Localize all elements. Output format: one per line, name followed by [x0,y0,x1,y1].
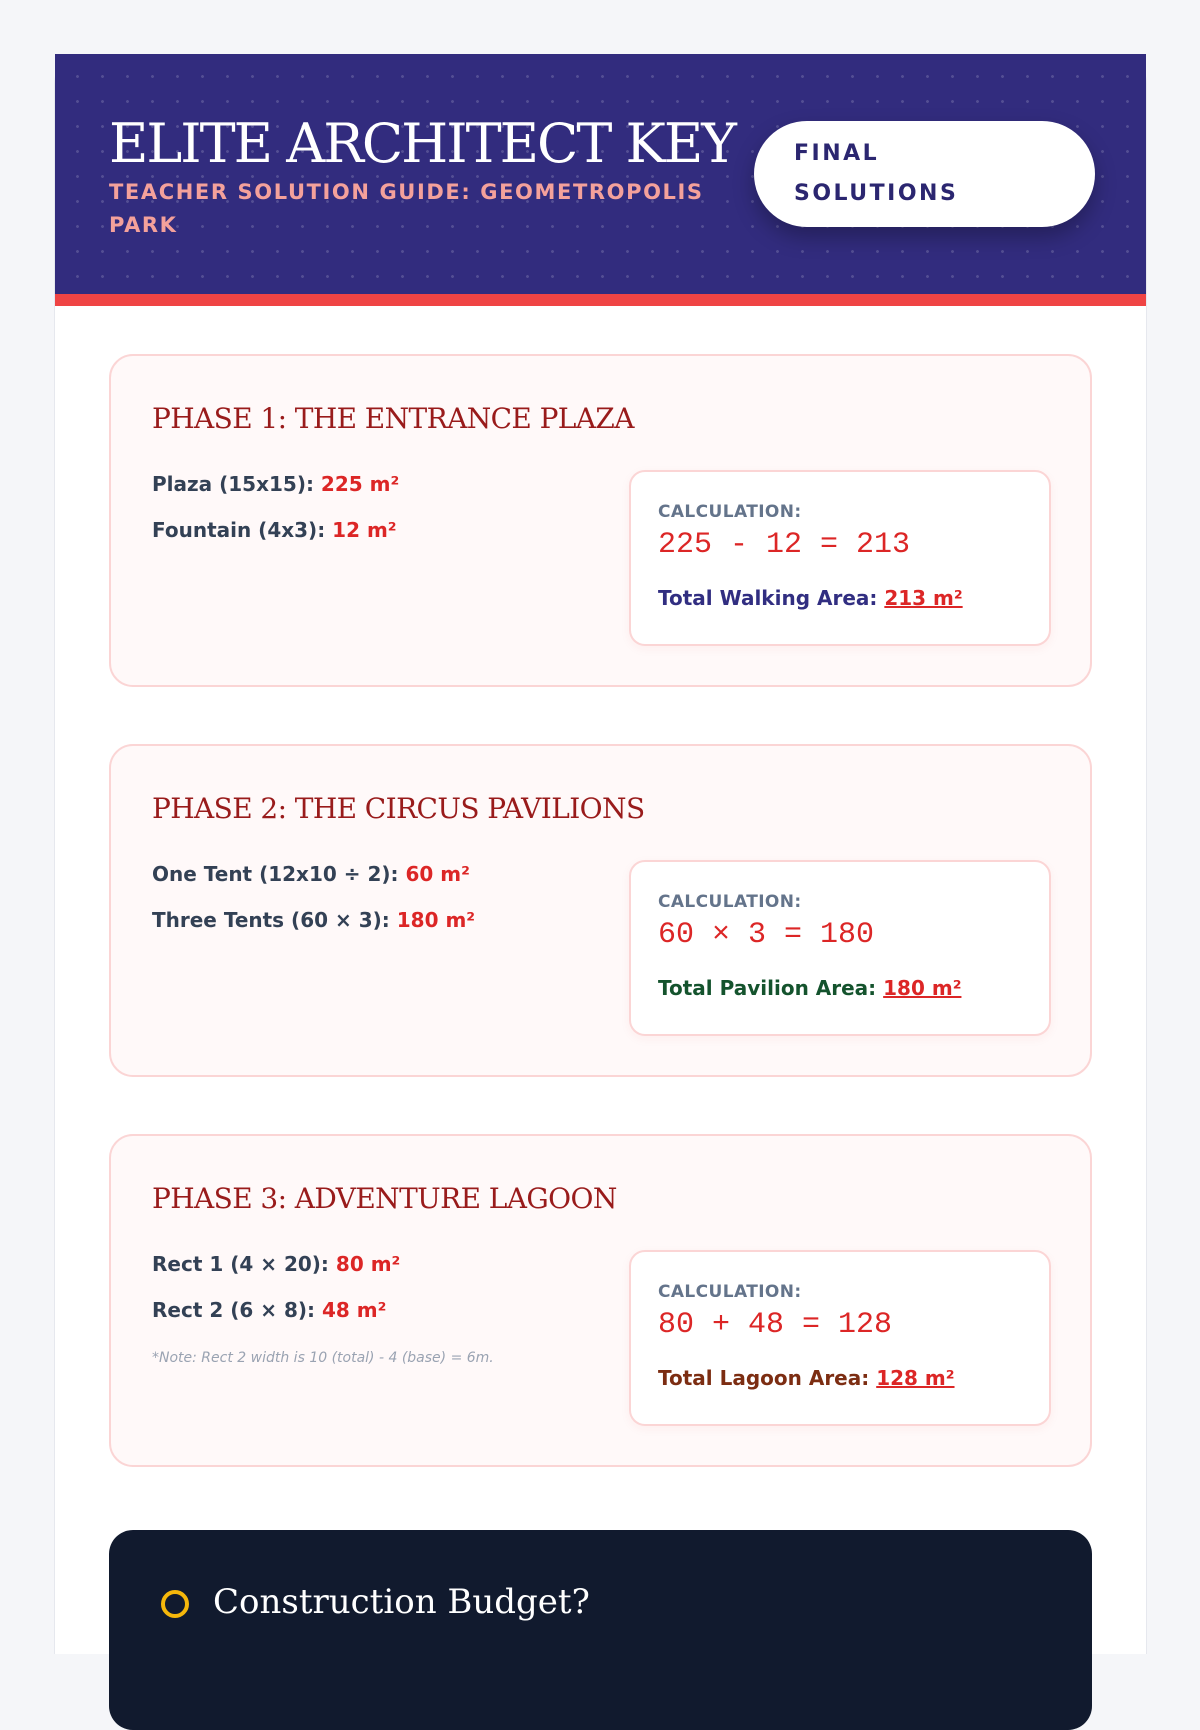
item-value: 48 m² [321,1298,387,1322]
phase-item [152,518,397,542]
total-label: Total Pavilion Area: [658,976,884,1000]
phase-note: *Note: Rect 2 width is 10 (total) - 4 (base) = 6m. [152,1350,494,1366]
total-value: 128 m² [876,1366,955,1390]
phase-3-card [109,1134,1092,1467]
phase-item [152,862,470,886]
calculation-box [629,470,1051,646]
calculation-expression: 80 + 48 = 128 [658,1308,893,1342]
calculation-expression: 60 × 3 = 180 [658,918,875,952]
item-value: 60 m² [405,862,470,886]
phase-item [152,1252,400,1276]
total-line [658,1366,955,1390]
item-value: 80 m² [335,1252,401,1276]
header-banner [55,54,1146,306]
total-line [658,976,961,1000]
phase-item [152,472,399,496]
item-value: 225 m² [320,472,400,496]
calculation-label: CALCULATION: [658,1282,802,1302]
item-label: Fountain (4x3): [152,518,333,542]
total-value: 213 m² [884,586,963,610]
final-solutions-badge [754,121,1095,227]
budget-title: Construction Budget? [213,1582,590,1622]
total-value: 180 m² [883,976,962,1000]
item-label: Rect 1 (4 × 20): [152,1252,336,1276]
badge-line-1: FINAL [794,141,880,166]
item-label: Plaza (15x15): [152,472,321,496]
phase-title: PHASE 3: ADVENTURE LAGOON [152,1182,617,1215]
budget-panel [109,1530,1092,1730]
item-value: 180 m² [396,908,476,932]
calculation-box [629,860,1051,1036]
phase-title: PHASE 1: THE ENTRANCE PLAZA [152,402,634,435]
item-label: Rect 2 (6 × 8): [152,1298,322,1322]
phase-item [152,908,475,932]
item-label: Three Tents (60 × 3): [152,908,397,932]
calculation-label: CALCULATION: [658,892,802,912]
total-line [658,586,963,610]
total-label: Total Lagoon Area: [658,1366,877,1390]
phase-item [152,1298,386,1322]
calculation-box [629,1250,1051,1426]
page-title: ELITE ARCHITECT KEY [109,112,735,175]
calculation-label: CALCULATION: [658,502,802,522]
item-value: 12 m² [332,518,397,542]
badge-line-2: SOLUTIONS [794,181,959,206]
page-subtitle: TEACHER SOLUTION GUIDE: GEOMETROPOLIS PARK [109,180,704,237]
total-label: Total Walking Area: [658,586,885,610]
lightbulb-icon [161,1590,189,1618]
phase-title: PHASE 2: THE CIRCUS PAVILIONS [152,792,645,825]
phase-2-card [109,744,1092,1077]
solution-card [54,54,1147,1654]
item-label: One Tent (12x10 ÷ 2): [152,862,406,886]
phase-1-card [109,354,1092,687]
calculation-expression: 225 - 12 = 213 [658,528,911,562]
